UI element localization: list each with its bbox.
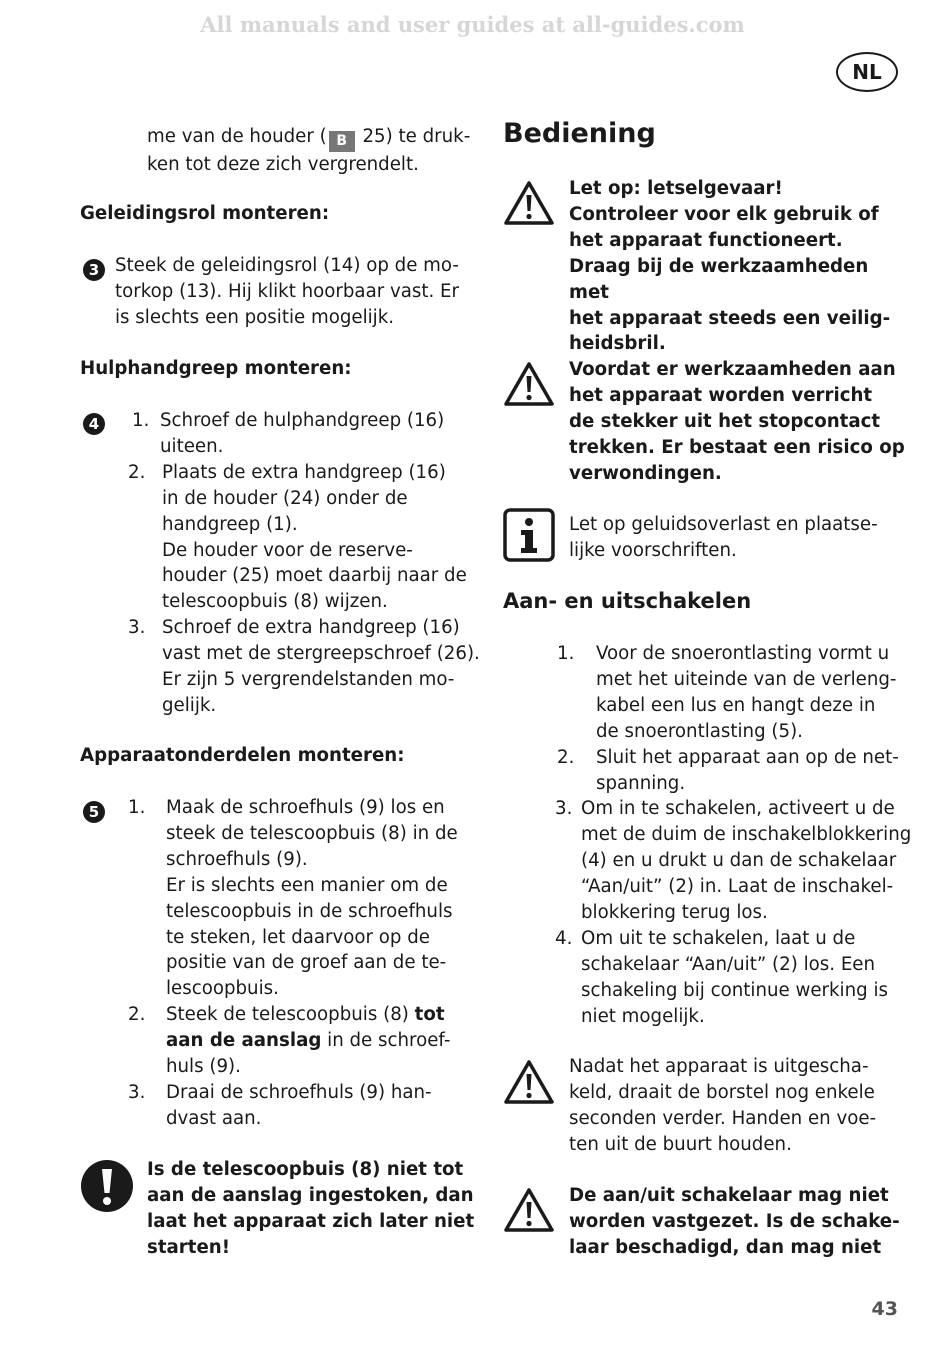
info-icon xyxy=(503,508,555,562)
step-number-3: 3 xyxy=(83,259,105,281)
intro-text: me van de houder ( B 25) te druk- ken tot deze zich vergrendelt. xyxy=(147,126,471,175)
list-item: 3. Om in te schakelen, activeert u de met de duim de inschakelblokkering (4) en u drukt u dan de schakelaar “Aan/uit” (2) in. Laat de inschakel- blokkering terug los. xyxy=(555,798,912,924)
list-item: 3. Schroef de extra handgreep (16) vast met de stergreepschroef (26). Er zijn 5 vergrendelstanden mo- gelijk. xyxy=(128,617,480,716)
exclamation-icon xyxy=(80,1159,134,1213)
notice-text: Is de telescoopbuis (8) niet tot aan de aanslag ingestoken, dan laat het apparaat zich later niet starten! xyxy=(147,1159,475,1258)
heading-switching: Aan- en uitschakelen xyxy=(503,589,752,613)
list-item: 2. Plaats de extra handgreep (16) in de houder (24) onder de handgreep (1). De houder voor de reserve- houder (25) moet daarbij naar de telescoopbuis (8) wijzen. xyxy=(128,461,467,613)
list-item: 1. Voor de snoerontlasting vormt u met het uiteinde van de verleng- kabel een lus en hangt deze in de snoerontlasting (5). xyxy=(557,643,897,742)
warning-icon xyxy=(503,180,555,226)
list-item: 4. Om uit te schakelen, laat u de schakelaar “Aan/uit” (2) los. Een schakeling bij continue werking is niet mogelijk. xyxy=(555,927,888,1027)
figure-ref-box: B xyxy=(329,131,355,152)
section-title: Bediening xyxy=(503,118,656,149)
step-number-5: 5 xyxy=(83,801,105,823)
list-item: 3. Draai de schroefhuls (9) han- dvast aan. xyxy=(128,1081,432,1129)
warning-switch-text: De aan/uit schakelaar mag niet worden vastgezet. Is de schake- laar beschadigd, dan mag niet xyxy=(569,1185,900,1258)
heading-aux-handle: Hulphandgreep monteren: xyxy=(80,358,352,379)
warning-injury-text: Let op: letselgevaar! Controleer voor elk gebruik of het apparaat functioneert. Draag bij de werkzaamheden met het apparaat steeds een veilig- heidsbril. xyxy=(569,178,891,355)
parts-list xyxy=(128,795,493,1132)
switching-list xyxy=(557,641,912,1030)
warning-icon xyxy=(503,1059,555,1105)
warning-brush-text: Nadat het apparaat is uitgescha- keld, draait de borstel nog enkele seconden verder. Handen en voe- ten uit de buurt houden. xyxy=(569,1056,877,1155)
heading-parts: Apparaatonderdelen monteren: xyxy=(80,745,405,766)
step-number-4: 4 xyxy=(83,413,105,435)
guide-roller-text: Steek de geleidingsrol (14) op de mo- torkop (13). Hij klikt hoorbaar vast. Er is slechts een positie mogelijk. xyxy=(115,255,460,328)
heading-guide-roller: Geleidingsrol monteren: xyxy=(80,203,330,224)
aux-handle-list xyxy=(128,408,487,719)
watermark: All manuals and user guides at all-guides.com xyxy=(200,12,745,37)
list-item: 1. Maak de schroefhuls (9) los en steek de telescoopbuis (8) in de schroefhuls (9). Er is slechts een manier om de telescoopbuis in de schroefhuls te steken, let daarvoor op de positie van de groef aan de te- lescoopbuis. xyxy=(128,797,458,1000)
info-noise-text: Let op geluidsoverlast en plaatse- lijke voorschriften. xyxy=(569,514,878,561)
list-item: 2. Sluit het apparaat aan op de net- spanning. xyxy=(557,746,899,794)
warning-icon xyxy=(503,1187,555,1233)
page-number: 43 xyxy=(871,1298,898,1320)
warning-icon xyxy=(503,361,555,407)
list-item: 2. Steek de telescoopbuis (8) tot aan de aanslag in de schroef- huls (9). xyxy=(128,1004,451,1078)
language-badge: NL xyxy=(836,52,898,92)
warning-unplug-text: Voordat er werkzaamheden aan het apparaat worden verricht de stekker uit het stopcontact trekken. Er bestaat een risico op verwondingen. xyxy=(569,359,905,484)
list-item: 1. Schroef de hulphandgreep (16) uiteen. xyxy=(132,410,445,457)
